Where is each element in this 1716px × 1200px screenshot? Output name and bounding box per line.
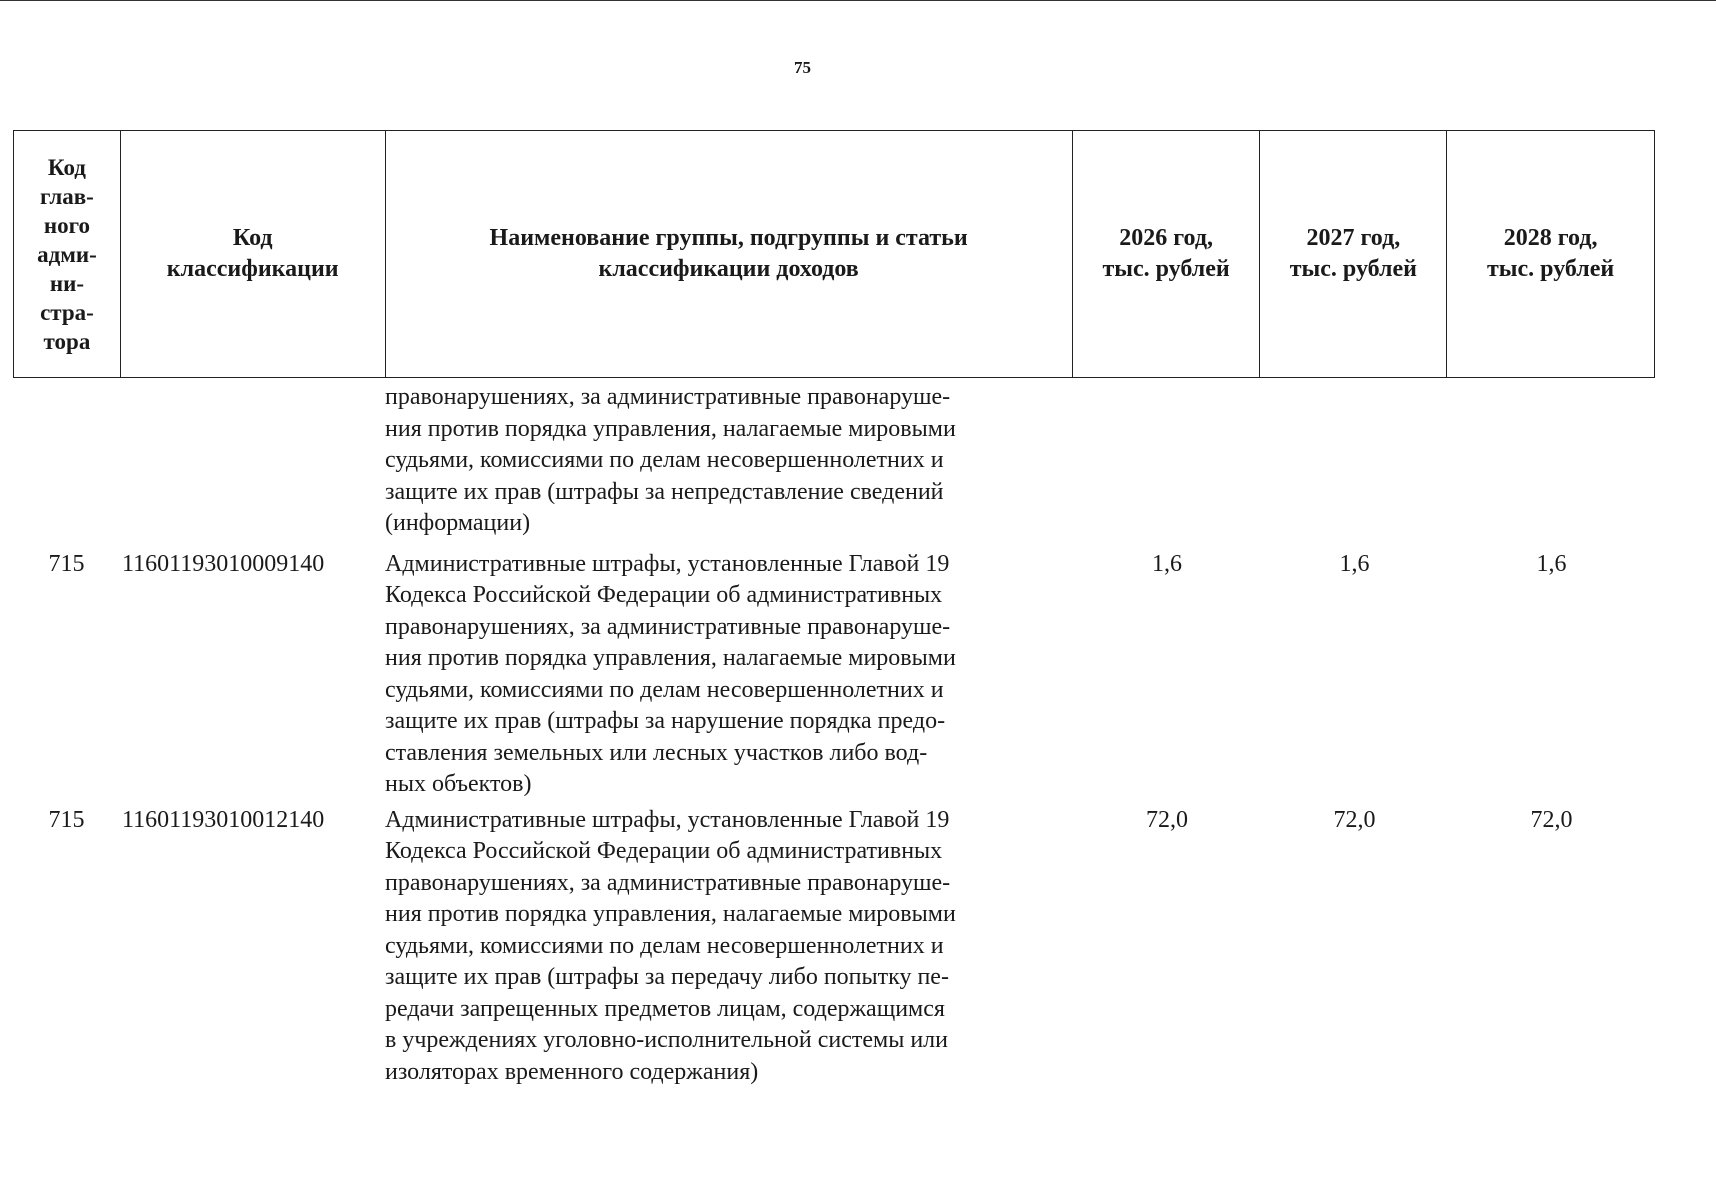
value-2027-cell: 1,6 — [1339, 550, 1370, 577]
header-2026: 2026 год, тыс. рублей — [1073, 131, 1261, 377]
value-2026-cell: 1,6 — [1152, 550, 1182, 577]
name-cell: Административные штрафы, установленные Главой 19 Кодекса Российской Федерации об административных правонарушениях, за административные правонаруше- ния против порядка управления, налагаемые мировыми судьями, комиссиями по делам несовершеннолетних и защите их прав (штрафы за передачу либо попытку пе- редачи запрещенных предметов лицам, содержащимся в учреждениях уголовно-исполнительной системы или изоляторах временного содержания) — [385, 806, 956, 1085]
class-code-cell: 11601193010012140 — [122, 806, 325, 833]
value-2026-cell: 72,0 — [1146, 806, 1188, 833]
page-number: 75 — [794, 58, 811, 77]
admin-code-cell: 715 — [48, 550, 85, 577]
header-2028: 2028 год, тыс. рублей — [1487, 225, 1615, 282]
value-2028-cell: 72,0 — [1530, 806, 1573, 833]
revenue-table — [13, 130, 1655, 1088]
header-name: Наименование группы, подгруппы и статьи классификации доходов — [386, 131, 1073, 377]
table-row — [13, 805, 1655, 1089]
class-code-cell: 11601193010009140 — [122, 550, 325, 577]
table-header — [13, 130, 1655, 378]
name-cell: Административные штрафы, установленные Главой 19 Кодекса Российской Федерации об административных правонарушениях, за административные правонаруше- ния против порядка управления, налагаемые мировыми судьями, комиссиями по делам несовершеннолетних и защите их прав (штрафы за нарушение порядка предо- ставления земельных или лесных участков либо вод- ных объектов) — [385, 550, 956, 797]
admin-code-cell: 715 — [48, 806, 85, 833]
header-class-code: Код классификации — [121, 131, 386, 377]
value-2028-cell: 1,6 — [1536, 550, 1567, 577]
top-border-line — [0, 0, 1716, 1]
table-body — [13, 382, 1655, 1088]
value-2027-cell: 72,0 — [1333, 806, 1376, 833]
table-row-continuation — [13, 382, 1655, 540]
continuation-text: правонарушениях, за административные правонаруше- ния против порядка управления, налагаемые мировыми судьями, комиссиями по делам несовершеннолетних и защите их прав (штрафы за непредставление сведений (информации) — [385, 384, 956, 536]
header-2027: 2027 год, тыс. рублей — [1260, 131, 1447, 377]
header-admin-code: Код глав- ного адми- ни- стра- тора — [14, 131, 121, 377]
table-row — [13, 549, 1655, 801]
